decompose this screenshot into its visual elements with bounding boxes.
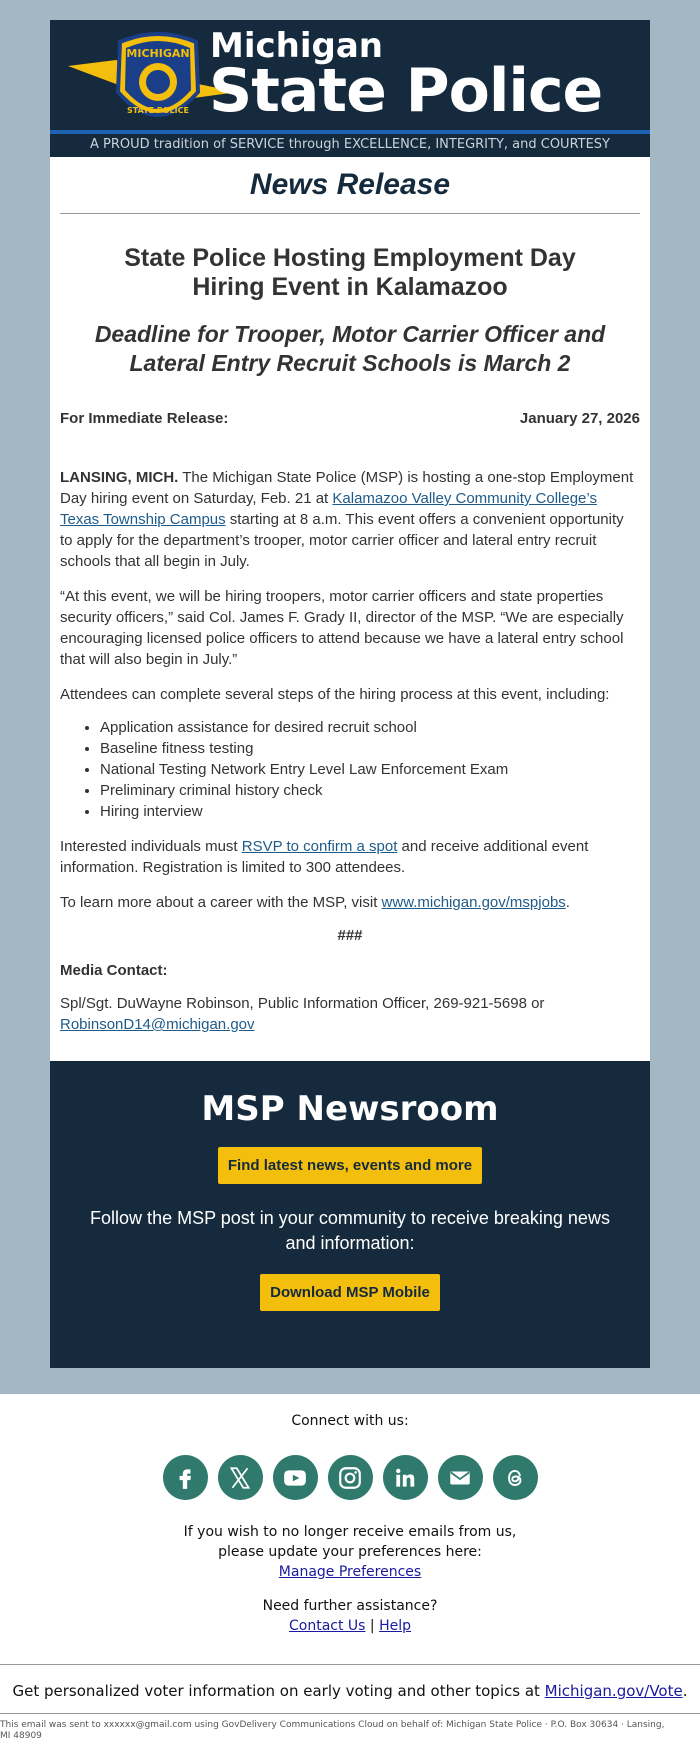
brand-state-police: State Police [209, 56, 603, 126]
badge-bottom-text: STATE POLICE [127, 106, 189, 115]
vote-link[interactable]: Michigan.gov/Vote [544, 1682, 683, 1700]
help-link[interactable]: Help [379, 1618, 411, 1634]
media-email-link[interactable]: RobinsonD14@michigan.gov [60, 1016, 255, 1033]
paragraph-2: “At this event, we will be hiring troopers, motor carrier officers and state properties security officers,” said Col. James F. Grady II, director of the MSP. “We are especially encouraging licensed police officers to attend because we have a lateral entry school that will also begin in July.” [60, 588, 624, 668]
social-links [0, 1455, 700, 1500]
paragraph-4-text-a: Interested individuals must [60, 838, 242, 855]
paragraph-1 [60, 467, 640, 572]
need-help-label: Need further assistance? [262, 1598, 438, 1614]
brand-michigan: Michigan [210, 26, 383, 66]
paragraph-3: Attendees can complete several steps of the hiring process at this event, including: [60, 686, 610, 703]
rsvp-link[interactable]: RSVP to confirm a spot [241, 838, 398, 855]
release-content [50, 157, 650, 1061]
voter-text: Get personalized voter information on early voting and other topics at [12, 1682, 545, 1700]
list-item: • Application assistance for desired recruit school [100, 717, 640, 738]
latest-news-button[interactable]: Find latest news, events and more [218, 1147, 482, 1184]
unsubscribe-line-2: please update your preferences here: [218, 1544, 482, 1560]
preferences-text [0, 1522, 700, 1582]
facebook-icon[interactable] [163, 1455, 208, 1500]
link-separator: | [369, 1618, 375, 1634]
help-section [0, 1596, 700, 1636]
linkedin-icon[interactable] [383, 1455, 428, 1500]
header-tagline: A PROUD tradition of SERVICE through EXCELLENCE, INTEGRITY, and COURTESY [90, 137, 610, 152]
list-item: • Baseline fitness testing [100, 738, 640, 759]
media-contact-heading: Media Contact: [60, 962, 168, 979]
list-item: • Hiring interview [100, 801, 640, 822]
paragraph-4 [60, 836, 640, 878]
voter-info [0, 1681, 700, 1701]
follow-text: Follow the MSP post in your community to receive breaking news and information: [90, 1208, 610, 1253]
paragraph-4-text-b: and receive additional event information. Registration is limited to 300 attendees. [60, 838, 589, 876]
kvcc-campus-link[interactable]: Kalamazoo Valley Community College’s Texas Township Campus [60, 490, 597, 528]
list-item: • National Testing Network Entry Level Law Enforcement Exam [100, 759, 640, 780]
paragraph-5-text-b: . [565, 894, 570, 911]
release-subhead: Deadline for Trooper, Motor Carrier Officer and Lateral Entry Recruit Schools is March 2 [94, 321, 606, 376]
paragraph-5 [60, 892, 640, 913]
email-footer [0, 1394, 700, 1742]
media-contact-text: Spl/Sgt. DuWayne Robinson, Public Information Officer, 269-921-5698 or [60, 995, 545, 1012]
instagram-icon[interactable] [328, 1455, 373, 1500]
email-card [50, 20, 650, 1368]
paragraph-1-text-b: starting at 8 a.m. This event offers a convenient opportunity to apply for the department’s trooper, motor carrier officer and lateral entry recruit schools that all begin in July. [60, 511, 624, 570]
fine-print: This email was sent to xxxxxx@gmail.com using GovDelivery Communications Cloud on behalf of: Michigan State Police · P.O. Box 30634 · Lansing, MI 48909 [0, 1720, 665, 1741]
immediate-release-label: For Immediate Release: [60, 410, 229, 427]
dateline: LANSING, MICH. [60, 469, 179, 486]
paragraph-1-text-a: The Michigan State Police (MSP) is hosting a one-stop Employment Day hiring event on Saturday, Feb. 21 at [60, 469, 634, 507]
header-divider [50, 130, 650, 134]
msp-header [50, 20, 650, 157]
voter-end: . [682, 1682, 688, 1700]
mspjobs-link[interactable]: www.michigan.gov/mspjobs [381, 894, 566, 911]
release-headline: State Police Hosting Employment Day Hiring Event in Kalamazoo [124, 244, 576, 301]
footer-divider [0, 1664, 700, 1665]
list-item: • Preliminary criminal history check [100, 780, 640, 801]
newsroom-section [50, 1061, 650, 1368]
youtube-icon[interactable] [273, 1455, 318, 1500]
contact-us-link[interactable]: Contact Us [288, 1618, 366, 1634]
x-icon[interactable] [218, 1455, 263, 1500]
media-contact [60, 993, 640, 1035]
badge-top-text: MICHIGAN [126, 47, 190, 60]
paragraph-5-text-a: To learn more about a career with the MSP, visit [60, 894, 382, 911]
connect-label: Connect with us: [291, 1413, 409, 1429]
news-release-label: News Release [60, 167, 640, 214]
end-marker: ### [337, 927, 363, 944]
download-msp-mobile-button[interactable]: Download MSP Mobile [260, 1274, 440, 1311]
release-date: January 27, 2026 [519, 410, 640, 427]
hiring-steps-list [60, 717, 640, 822]
release-meta-row [60, 410, 640, 427]
manage-preferences-link[interactable]: Manage Preferences [278, 1564, 422, 1580]
unsubscribe-line-1: If you wish to no longer receive emails from us, [183, 1524, 517, 1540]
newsroom-title: MSP Newsroom [201, 1089, 499, 1129]
threads-icon[interactable] [493, 1455, 538, 1500]
email-icon[interactable] [438, 1455, 483, 1500]
